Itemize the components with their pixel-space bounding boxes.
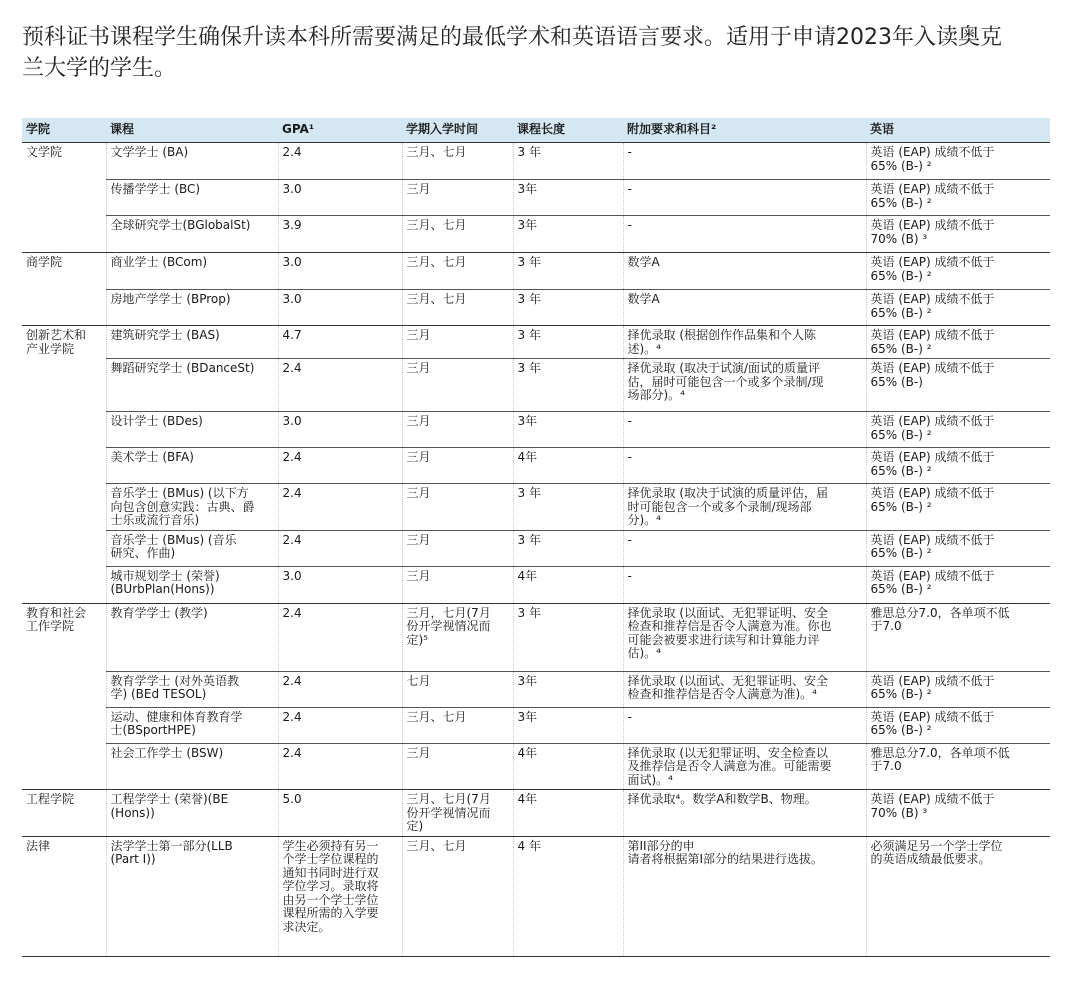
intake-value: 三月: [402, 412, 513, 448]
table-row: [22, 603, 1050, 671]
length-value: 3年: [513, 180, 623, 216]
intake-value: 三月: [402, 326, 513, 359]
additional-requirements: -: [623, 707, 866, 743]
additional-requirements: -: [623, 448, 866, 484]
course-name: 文学学士 (BA): [106, 143, 278, 180]
gpa-value: 3.0: [278, 412, 402, 448]
course-name: 教育学学士 (对外英语教 学) (BEd TESOL): [110, 673, 239, 701]
length-value: 4 年: [513, 836, 623, 956]
gpa-value: 2.4: [278, 603, 402, 671]
additional-requirements: 数学A: [623, 290, 866, 326]
gpa-value: 2.4: [278, 530, 402, 566]
intake-value: 三月: [402, 743, 513, 790]
intake-value: 三月、七月: [402, 290, 513, 326]
course-name: 建筑研究学士 (BAS): [106, 326, 278, 359]
gpa-value: 3.9: [278, 216, 402, 253]
english-requirement: 英语 (EAP) 成绩不低于 65% (B-) ²: [866, 143, 1050, 180]
length-value: 4年: [513, 743, 623, 790]
school-name: 文学院: [22, 143, 106, 253]
table-row: [22, 359, 1050, 412]
intake-value: 三月: [402, 484, 513, 531]
gpa-value: 2.4: [278, 671, 402, 707]
additional-requirements: 择优录取 (取决于试演/面试的质量评 估，届时可能包含一个或多个录制/现 场部分)。⁴: [623, 359, 866, 412]
length-value: 3年: [513, 707, 623, 743]
english-requirement: 英语 (EAP) 成绩不低于 65% (B-) ²: [866, 448, 1050, 484]
english-requirement: 必须满足另一个学士学位 的英语成绩最低要求。: [866, 836, 1050, 956]
school-name: 教育和社会 工作学院: [22, 603, 106, 790]
table-row: [22, 743, 1050, 790]
course-name: 商业学士 (BCom): [106, 253, 278, 290]
school-name: 创新艺术和 产业学院: [22, 326, 106, 604]
length-value: 4年: [513, 448, 623, 484]
course-name: 舞蹈研究学士 (BDanceSt): [110, 361, 255, 375]
length-value: 3 年: [513, 530, 623, 566]
course-name: 社会工作学士 (BSW): [110, 745, 224, 760]
length-value: 3年: [513, 671, 623, 707]
course-name: 房地产学学士 (BProp): [110, 292, 231, 306]
length-value: 4年: [513, 566, 623, 603]
intake-value: 七月: [402, 671, 513, 707]
gpa-value: 2.4: [278, 707, 402, 743]
english-requirement: 英语 (EAP) 成绩不低于 65% (B-) ²: [866, 326, 1050, 359]
table-row: [22, 253, 1050, 290]
table-row: [22, 448, 1050, 484]
additional-requirements: 择优录取 (以面试、无犯罪证明、安全 检查和推荐信是否令人满意为准)。⁴: [623, 671, 866, 707]
additional-requirements: -: [623, 530, 866, 566]
gpa-value: 3.0: [278, 566, 402, 603]
gpa-value: 学生必须持有另一 个学士学位课程的 通知书同时进行双 学位学习。录取将 由另一个学士学位 课程所需的入学要 求决定。: [278, 836, 402, 956]
course-name: 美术学士 (BFA): [110, 450, 194, 464]
column-header-school: 学院: [22, 118, 106, 143]
intake-value: 三月: [402, 530, 513, 566]
table-row: [22, 484, 1050, 531]
english-requirement: 雅思总分7.0，各单项不低 于7.0: [866, 743, 1050, 790]
course-name: 音乐学士 (BMus) (音乐 研究、作曲): [110, 532, 237, 560]
gpa-value: 3.0: [278, 180, 402, 216]
english-requirement: 英语 (EAP) 成绩不低于 65% (B-) ²: [866, 412, 1050, 448]
english-requirement: 英语 (EAP) 成绩不低于 65% (B-) ²: [866, 290, 1050, 326]
additional-requirements: 择优录取 (以面试、无犯罪证明、安全 检查和推荐信是否令人满意为准。你也 可能会被要求进行读写和计算能力评 估)。⁴: [623, 603, 866, 671]
table-row: [22, 412, 1050, 448]
additional-requirements: 择优录取 (根据创作作品集和个人陈 述)。⁴: [623, 326, 866, 359]
gpa-value: 2.4: [278, 743, 402, 790]
table-header-row: [22, 118, 1050, 143]
english-requirement: 雅思总分7.0，各单项不低 于7.0: [866, 603, 1050, 671]
page-heading: 预科证书课程学生确保升读本科所需要满足的最低学术和英语语言要求。适用于申请2023年入读奥克兰大学的学生。: [22, 25, 1002, 81]
gpa-value: 2.4: [278, 448, 402, 484]
course-name: 运动、健康和体育教育学 士(BSportHPE): [110, 709, 243, 737]
english-requirement: 英语 (EAP) 成绩不低于 70% (B) ³: [866, 790, 1050, 837]
gpa-value: 2.4: [278, 143, 402, 180]
gpa-value: 3.0: [278, 290, 402, 326]
additional-requirements: 择优录取⁴。数学A和数学B、物理。: [623, 790, 866, 837]
intake-value: 三月、七月: [402, 143, 513, 180]
requirements-table: [22, 118, 1050, 957]
length-value: 3 年: [513, 326, 623, 359]
column-header-intake: 学期入学时间: [402, 118, 513, 143]
table-body: [22, 143, 1050, 957]
gpa-value: 5.0: [278, 790, 402, 837]
course-name: 城市规划学士 (荣誉) (BUrbPlan(Hons)): [110, 568, 220, 596]
table-row: [22, 326, 1050, 359]
length-value: 3 年: [513, 603, 623, 671]
column-header-additional: 附加要求和科目²: [623, 118, 866, 143]
course-name: 工程学学士 (荣誉)(BE (Hons)): [106, 790, 278, 837]
table-row: [22, 671, 1050, 707]
course-name: 法学学士第一部分(LLB (Part I)): [106, 836, 278, 956]
table-row: [22, 143, 1050, 180]
length-value: 3 年: [513, 290, 623, 326]
intake-value: 三月: [402, 180, 513, 216]
course-name: 设计学士 (BDes): [110, 414, 203, 428]
additional-requirements: -: [623, 566, 866, 603]
english-requirement: 英语 (EAP) 成绩不低于 65% (B-) ²: [866, 484, 1050, 531]
column-header-english: 英语: [866, 118, 1050, 143]
length-value: 3年: [513, 412, 623, 448]
intake-value: 三月、七月: [402, 253, 513, 290]
column-header-gpa: GPA¹: [278, 118, 402, 143]
intake-value: 三月、七月: [402, 836, 513, 956]
course-name: 教育学学士 (教学): [106, 603, 278, 671]
english-requirement: 英语 (EAP) 成绩不低于 65% (B-): [866, 359, 1050, 412]
additional-requirements: -: [623, 180, 866, 216]
length-value: 3 年: [513, 359, 623, 412]
table-row: [22, 790, 1050, 837]
course-name: 全球研究学士(BGlobalSt): [110, 218, 251, 232]
additional-requirements: -: [623, 412, 866, 448]
table-row: [22, 216, 1050, 253]
gpa-value: 4.7: [278, 326, 402, 359]
intake-value: 三月: [402, 359, 513, 412]
english-requirement: 英语 (EAP) 成绩不低于 65% (B-) ²: [866, 253, 1050, 290]
school-name: 法律: [22, 836, 106, 956]
school-name: 工程学院: [22, 790, 106, 837]
table-row: [22, 566, 1050, 603]
gpa-value: 3.0: [278, 253, 402, 290]
additional-requirements: -: [623, 216, 866, 253]
length-value: 4年: [513, 790, 623, 837]
english-requirement: 英语 (EAP) 成绩不低于 65% (B-) ²: [866, 180, 1050, 216]
additional-requirements: 择优录取 (以无犯罪证明、安全检查以 及推荐信是否令人满意为准。可能需要 面试)。⁴: [623, 743, 866, 790]
additional-requirements: -: [623, 143, 866, 180]
column-header-program: 课程: [106, 118, 278, 143]
length-value: 3年: [513, 216, 623, 253]
additional-requirements: 数学A: [623, 253, 866, 290]
table-row: [22, 530, 1050, 566]
course-name: 音乐学士 (BMus) (以下方 向包含创意实践：古典、爵 士乐或流行音乐): [110, 486, 255, 527]
table-row: [22, 180, 1050, 216]
english-requirement: 英语 (EAP) 成绩不低于 70% (B) ³: [866, 216, 1050, 253]
table-row: [22, 707, 1050, 743]
intake-value: 三月、七月: [402, 707, 513, 743]
table-row: [22, 290, 1050, 326]
school-name: 商学院: [22, 253, 106, 326]
intake-value: 三月: [402, 566, 513, 603]
intake-value: 三月，七月(7月 份开学视情况而 定)⁵: [402, 603, 513, 671]
table-row: [22, 836, 1050, 956]
english-requirement: 英语 (EAP) 成绩不低于 65% (B-) ²: [866, 530, 1050, 566]
english-requirement: 英语 (EAP) 成绩不低于 65% (B-) ²: [866, 671, 1050, 707]
length-value: 3 年: [513, 484, 623, 531]
english-requirement: 英语 (EAP) 成绩不低于 65% (B-) ²: [866, 566, 1050, 603]
column-header-length: 课程长度: [513, 118, 623, 143]
length-value: 3 年: [513, 143, 623, 180]
length-value: 3 年: [513, 253, 623, 290]
gpa-value: 2.4: [278, 484, 402, 531]
additional-requirements: 第II部分的申 请者将根据第I部分的结果进行选拔。: [623, 836, 866, 956]
additional-requirements: 择优录取 (取决于试演的质量评估，届 时可能包含一个或多个录制/现场部 分)。⁴: [623, 484, 866, 531]
gpa-value: 2.4: [278, 359, 402, 412]
course-name: 传播学学士 (BC): [110, 182, 201, 196]
intake-value: 三月: [402, 448, 513, 484]
intake-value: 三月、七月: [402, 216, 513, 253]
intake-value: 三月、七月(7月 份开学视情况而 定): [402, 790, 513, 837]
english-requirement: 英语 (EAP) 成绩不低于 65% (B-) ²: [866, 707, 1050, 743]
